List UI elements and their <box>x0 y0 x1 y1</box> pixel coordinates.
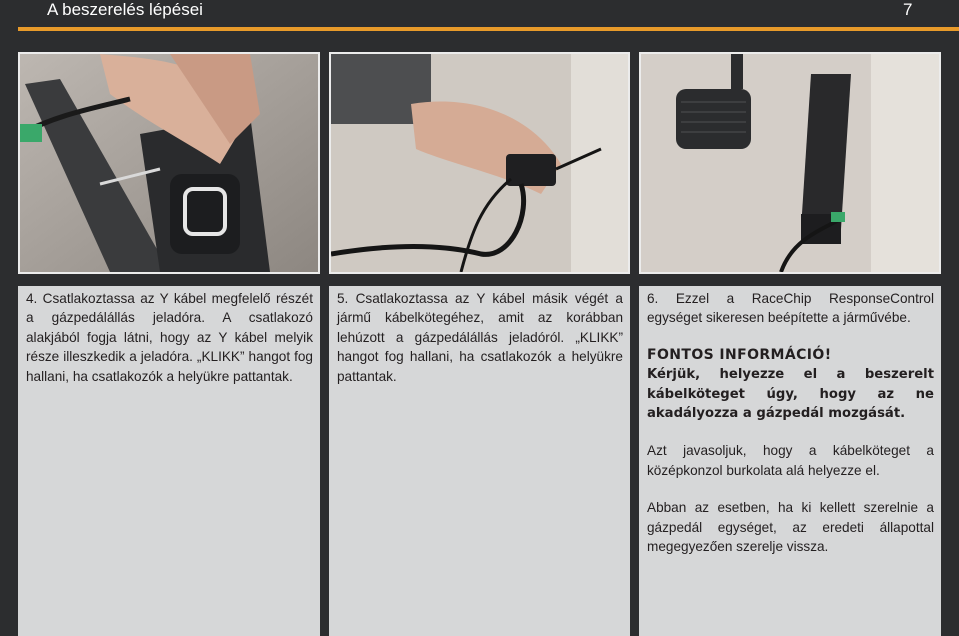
step-4-photo <box>18 52 320 274</box>
step-5-panel <box>329 286 630 636</box>
reassembly-note: Abban az esetben, ha ki kellett szerelnie a gázpedál egységet, az eredeti állapottal megegyezően szerelje vissza. <box>647 500 934 555</box>
page-number: 7 <box>903 0 913 19</box>
important-info-body: Kérjük, helyezze el a beszerelt kábelköteget úgy, hogy az ne akadályozza a gázpedál mozgását. <box>647 367 934 422</box>
page-header <box>0 0 959 27</box>
step-6-photo <box>639 52 941 274</box>
accent-rule <box>18 27 959 31</box>
step-5-text: 5. Csatlakoztassa az Y kábel másik végét a jármű kábelkötegéhez, amit az korábban lehúzott a gázpedálállás jeladóról. „KLIKK” hangot fog hallani, ha csatlakozók a helyükre pattantak. <box>337 291 623 384</box>
installed-pedals-photo-icon <box>641 54 939 272</box>
pedal-connector-photo-icon <box>20 54 318 272</box>
step-6-text: 6. Ezzel a RaceChip ResponseControl egységet sikeresen beépítette a járművébe. <box>647 291 934 326</box>
step-5-photo <box>329 52 630 274</box>
step-6-panel <box>639 286 941 636</box>
recommendation-text: Azt javasoljuk, hogy a kábelköteget a középkonzol burkolata alá helyezze el. <box>647 443 934 478</box>
important-info-title: FONTOS INFORMÁCIÓ! <box>647 346 832 363</box>
step-4-text: 4. Csatlakoztassa az Y kábel megfelelő részét a gázpedálállás jeladóra. A csatlakozó alakjából fogja látni, hogy az Y kábel melyik része illeszkedik a jeladóra. „KLIKK” hangot fog hallani, ha csatlakozók a helyükre pattantak. <box>26 291 313 384</box>
step-4-panel <box>18 286 320 636</box>
cable-loom-photo-icon <box>331 54 628 272</box>
section-title: A beszerelés lépései <box>47 0 203 19</box>
